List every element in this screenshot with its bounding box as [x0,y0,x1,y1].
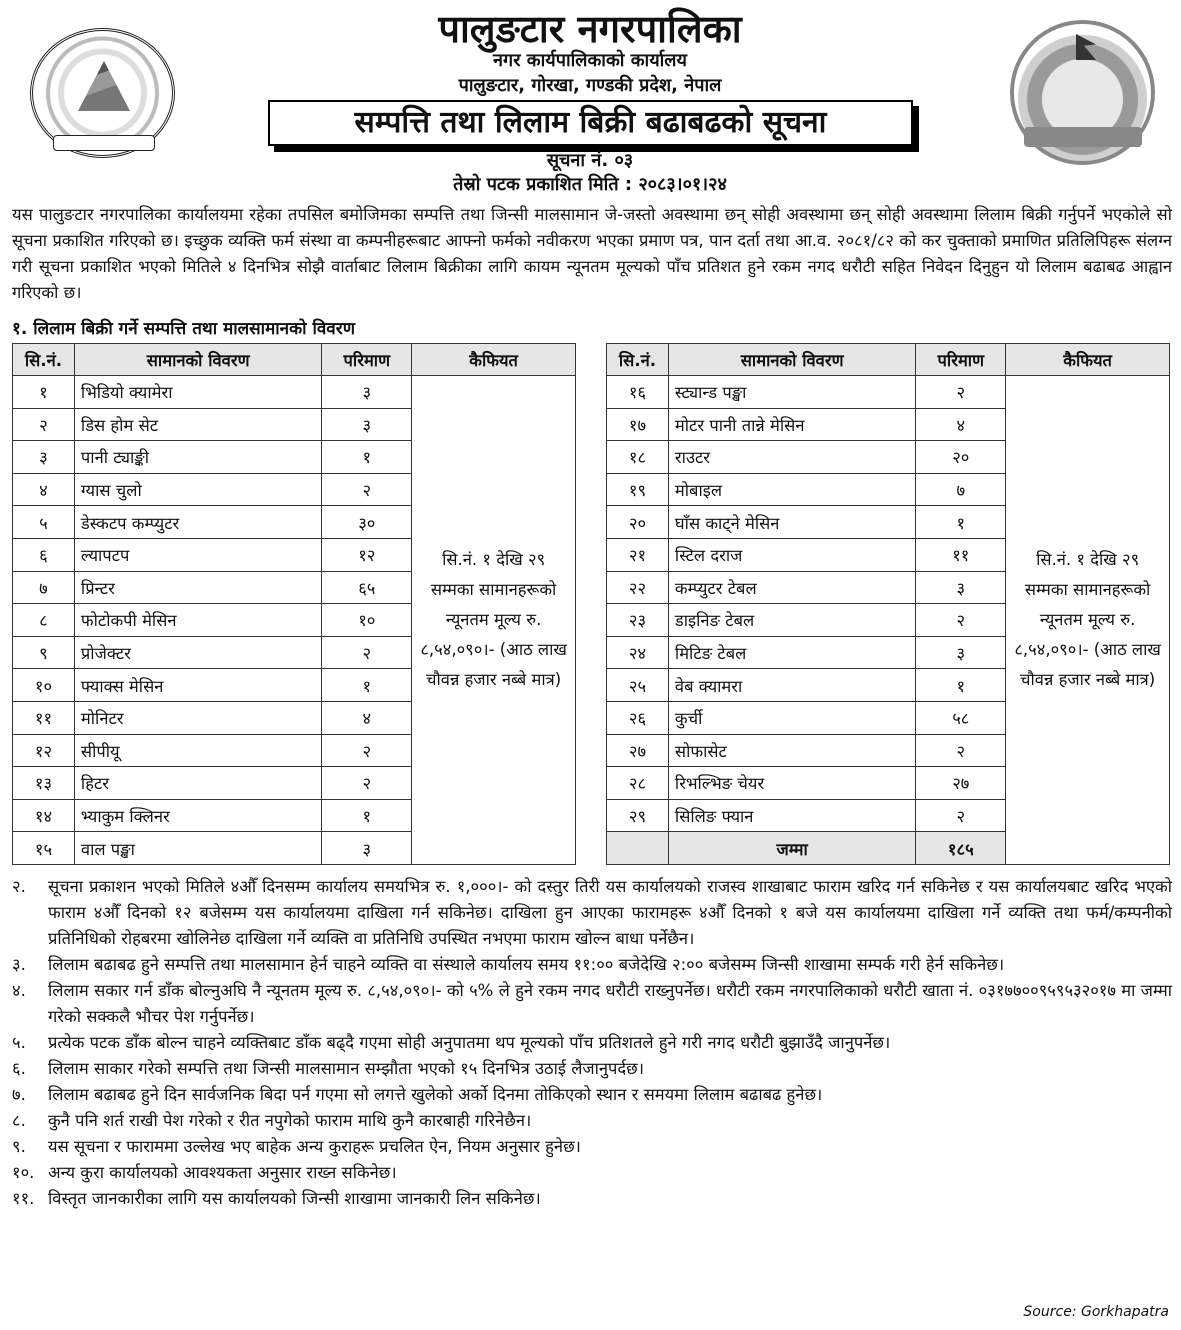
quantity-cell: २ [322,636,412,669]
term-text: लिलाम सकार गर्न डाँक बोल्नुअघि नै न्यूनतम मूल्य रु. ८,५४,०९०।- को ५% ले हुने रकम नगद धरौटी राख्नुपर्नेछ। धरौटी रकम नगरपालिकाको धरौटी खाता नं. ०३१७७००९५९५३२०१७ मा जम्मा गरेको सक्कलै भौचर पेश गर्नुपर्नेछ। [48,981,1172,1026]
quantity-cell: ३ [322,408,412,441]
term-text: लिलाम साकार गरेको सम्पत्ति तथा जिन्सी मालसामान सम्झौता भएको १५ दिनभित्र उठाई लैजानुपर्दछ। [48,1059,645,1078]
municipality-title: पालुङटार नगरपालिका [438,7,742,51]
quantity-cell: ४ [322,701,412,734]
terms-list [12,874,1172,1212]
item-description-cell: स्टिल दराज [668,538,915,571]
item-description-cell: वेब क्यामरा [668,669,915,702]
item-description-cell: रिभल्भिङ चेयर [668,767,915,800]
serial-number-cell: ९ [13,636,75,669]
item-description-cell: भ्याकुम क्लिनर [74,799,321,832]
term-number: ६. [12,1059,26,1078]
serial-number-cell: २५ [607,669,669,702]
quantity-cell: ४ [916,408,1006,441]
quantity-cell: २ [322,767,412,800]
term-text: यस सूचना र फाराममा उल्लेख भए बाहेक अन्य कुराहरू प्रचलित ऐन, नियम अनुसार हुनेछ। [48,1137,581,1156]
serial-number-cell: २८ [607,767,669,800]
term-item [12,1056,1172,1082]
term-item [12,1030,1172,1056]
quantity-cell: २० [916,441,1006,474]
header-sn: सि.नं. [607,344,669,376]
quantity-cell: ११ [916,538,1006,571]
item-description-cell: घाँस काट्ने मेसिन [668,506,915,539]
municipality-logo [1010,20,1155,165]
quantity-cell: १ [916,506,1006,539]
notice-title-banner: सम्पत्ति तथा लिलाम बिक्री बढाबढको सूचना [268,100,913,146]
item-description-cell: फोटोकपी मेसिन [74,604,321,637]
serial-number-cell: २९ [607,799,669,832]
serial-number-cell: १५ [13,832,75,865]
term-item [12,1160,1172,1186]
quantity-cell: २ [322,473,412,506]
item-description-cell: हिटर [74,767,321,800]
item-description-cell: स्ट्यान्ड पङ्खा [668,376,915,409]
table-row [13,376,576,409]
intro-paragraph: यस पालुङटार नगरपालिका कार्यालयमा रहेका तपसिल बमोजिमका सम्पत्ति तथा जिन्सी मालसामान जे-जस्तो अवस्थामा छन् सोही अवस्थामा छन् सोही अवस्थामा लिलाम बिक्री गर्नुपर्ने भएकोले सो सूचना प्रकाशित गरिएको छ। इच्छुक व्यक्ति फर्म संस्था वा कम्पनीहरूबाट आफ्नो फर्मको नवीकरण भएका प्रमाण पत्र, पान दर्ता तथा आ.व. २०८१/८२ को कर चुक्ताको प्रमाणित प्रतिलिपिहरू संलग्न गरी सूचना प्रकाशित भएको मितिले ४ दिनभित्र सोझै वार्ताबाट लिलाम बिक्रीका लागि कायम न्यूनतम मूल्यको पाँच प्रतिशत हुने रकम नगद धरौटी सहित निवेदन दिनुहुन यो लिलाम बढाबढ आह्वान गरिएको छ। [12,205,1172,302]
item-description-cell: मोबाइल [668,473,915,506]
item-description-cell: पानी ट्याङ्की [74,441,321,474]
total-blank-cell [607,832,669,865]
remarks-cell: सि.नं. १ देखि २९ सम्मका सामानहरूको न्यूनतम मूल्य रु. ८,५४,०९०।- (आठ लाख चौवन्न हजार नब्बे मात्र) [1006,376,1170,865]
item-description-cell: वाल पङ्खा [74,832,321,865]
header-quantity: परिमाण [916,344,1006,376]
quantity-cell: २७ [916,767,1006,800]
quantity-cell: १ [322,799,412,832]
item-description-cell: प्रोजेक्टर [74,636,321,669]
term-number: ९. [12,1137,26,1156]
logo-ribbon [1024,127,1142,147]
publish-date: तेस्रो पटक प्रकाशित मिति : २०८३।०१।२४ [453,174,727,195]
term-number: १०. [12,1163,35,1182]
serial-number-cell: २२ [607,571,669,604]
serial-number-cell: २३ [607,604,669,637]
serial-number-cell: ४ [13,473,75,506]
serial-number-cell: ८ [13,604,75,637]
serial-number-cell: १४ [13,799,75,832]
serial-number-cell: २ [13,408,75,441]
item-description-cell: राउटर [668,441,915,474]
nepal-emblem-logo [30,28,175,158]
item-description-cell: डिस होम सेट [74,408,321,441]
term-item [12,1186,1172,1212]
quantity-cell: ३ [322,832,412,865]
term-item [12,978,1172,1030]
remarks-cell: सि.नं. १ देखि २९ सम्मका सामानहरूको न्यूनतम मूल्य रु. ८,५४,०९०।- (आठ लाख चौवन्न हजार नब्बे मात्र) [412,376,576,865]
office-name: नगर कार्यपालिकाको कार्यालय [493,50,687,71]
serial-number-cell: १ [13,376,75,409]
term-item [12,874,1172,952]
serial-number-cell: १७ [607,408,669,441]
item-description-cell: कुर्ची [668,701,915,734]
items-table-left [12,343,576,865]
serial-number-cell: ६ [13,538,75,571]
serial-number-cell: २० [607,506,669,539]
serial-number-cell: १२ [13,734,75,767]
serial-number-cell: ७ [13,571,75,604]
item-description-cell: मोनिटर [74,701,321,734]
quantity-cell: २ [916,376,1006,409]
item-description-cell: प्रिन्टर [74,571,321,604]
serial-number-cell: १९ [607,473,669,506]
header-remarks: कैफियत [412,344,576,376]
term-item [12,952,1172,978]
item-description-cell: सोफासेट [668,734,915,767]
term-text: लिलाम बढाबढ हुने दिन सार्वजनिक बिदा पर्न गएमा सो लगत्ते खुलेको अर्को दिनमा तोकिएको स्थान र समयमा लिलाम बढाबढ हुनेछ। [48,1085,823,1104]
term-number: ८. [12,1111,26,1130]
serial-number-cell: १६ [607,376,669,409]
term-text: लिलाम बढाबढ हुने सम्पत्ति तथा मालसामान हेर्न चाहने व्यक्ति वा संस्थाले कार्यालय समय ११:०० बजेदेखि २:०० बजेसम्म जिन्सी शाखामा सम्पर्क गरी हेर्न सकिनेछ। [48,955,1005,974]
term-item [12,1134,1172,1160]
quantity-cell: १२ [322,538,412,571]
quantity-cell: २ [916,604,1006,637]
quantity-cell: ३० [322,506,412,539]
term-text: अन्य कुरा कार्यालयको आवश्यकता अनुसार राख्न सकिनेछ। [48,1163,397,1182]
quantity-cell: ३ [322,376,412,409]
serial-number-cell: २१ [607,538,669,571]
serial-number-cell: १० [13,669,75,702]
quantity-cell: ५८ [916,701,1006,734]
term-text: प्रत्येक पटक डाँक बोल्न चाहने व्यक्तिबाट डाँक बढ्दै गएमा सोही अनुपातमा थप मूल्यको पाँच प्रतिशतले हुने गरी नगद धरौटी बुझाउँदै जानुपर्नेछ। [48,1033,891,1052]
quantity-cell: ६५ [322,571,412,604]
serial-number-cell: ५ [13,506,75,539]
term-text: विस्तृत जानकारीका लागि यस कार्यालयको जिन्सी शाखामा जानकारी लिन सकिनेछ। [48,1189,541,1208]
item-description-cell: डाइनिङ टेबल [668,604,915,637]
quantity-cell: १ [322,441,412,474]
header-sn: सि.नं. [13,344,75,376]
quantity-cell: २ [916,799,1006,832]
serial-number-cell: ३ [13,441,75,474]
term-text: कुनै पनि शर्त राखी पेश गरेको र रीत नपुगेको फाराम माथि कुनै कारबाही गरिनेछैन। [48,1111,532,1130]
quantity-cell: ७ [916,473,1006,506]
term-number: ४. [12,981,26,1000]
item-description-cell: ग्यास चुलो [74,473,321,506]
item-description-cell: डेस्कटप कम्प्युटर [74,506,321,539]
total-label-cell: जम्मा [668,832,915,865]
item-description-cell: कम्प्युटर टेबल [668,571,915,604]
term-text: सूचना प्रकाशन भएको मितिले ४औँ दिनसम्म कार्यालय समयभित्र रु. १,०००।- को दस्तुर तिरी यस कार्यालयको राजस्व शाखाबाट फाराम खरिद गर्न सकिनेछ र यस कार्यालयबाट खरिद भएको फाराम ४औँ दिनको १२ बजेसम्म यस कार्यालयमा दाखिला गर्न सकिनेछ। दाखिला हुन आएका फारामहरू ४औँ दिनको १ बजे यस कार्यालयमा दाखिला गर्ने व्यक्ति तथा फर्म/कम्पनीको प्रतिनिधिको रोहबरमा खोलिनेछ दाखिला गर्ने व्यक्ति वा प्रतिनिधि उपस्थित नभएमा फाराम खोल्न बाधा पर्नेछैन। [48,877,1172,948]
item-description-cell: मोटर पानी तान्ने मेसिन [668,408,915,441]
term-number: २. [12,877,26,896]
item-description-cell: सिलिङ फ्यान [668,799,915,832]
term-number: ५. [12,1033,26,1052]
serial-number-cell: २७ [607,734,669,767]
table-row [607,376,1170,409]
office-address: पालुङटार, गोरखा, गण्डकी प्रदेश, नेपाल [458,75,722,96]
term-item [12,1082,1172,1108]
term-number: ३. [12,955,26,974]
quantity-cell: १ [916,669,1006,702]
header-description: सामानको विवरण [74,344,321,376]
total-value-cell: १८५ [916,832,1006,865]
source-credit: Source: Gorkhapatra [1023,1304,1169,1320]
emblem-ribbon [53,135,155,151]
notice-number: सूचना नं. ०३ [546,150,634,171]
quantity-cell: ३ [916,571,1006,604]
serial-number-cell: २६ [607,701,669,734]
header-remarks: कैफियत [1006,344,1170,376]
serial-number-cell: २४ [607,636,669,669]
quantity-cell: ३ [916,636,1006,669]
items-table-right [606,343,1170,865]
nepal-flag-icon [1076,34,1096,60]
serial-number-cell: १३ [13,767,75,800]
term-number: ११. [12,1189,35,1208]
item-description-cell: भिडियो क्यामेरा [74,376,321,409]
quantity-cell: १ [322,669,412,702]
term-item [12,1108,1172,1134]
quantity-cell: १० [322,604,412,637]
serial-number-cell: १८ [607,441,669,474]
item-description-cell: फ्याक्स मेसिन [74,669,321,702]
header-description: सामानको विवरण [668,344,915,376]
item-description-cell: मिटिङ टेबल [668,636,915,669]
quantity-cell: २ [916,734,1006,767]
term-number: ७. [12,1085,26,1104]
section-1-title: १. लिलाम बिक्री गर्ने सम्पत्ति तथा मालसामानको विवरण [12,319,356,339]
serial-number-cell: ११ [13,701,75,734]
item-description-cell: ल्यापटप [74,538,321,571]
item-description-cell: सीपीयू [74,734,321,767]
header-quantity: परिमाण [322,344,412,376]
quantity-cell: २ [322,734,412,767]
